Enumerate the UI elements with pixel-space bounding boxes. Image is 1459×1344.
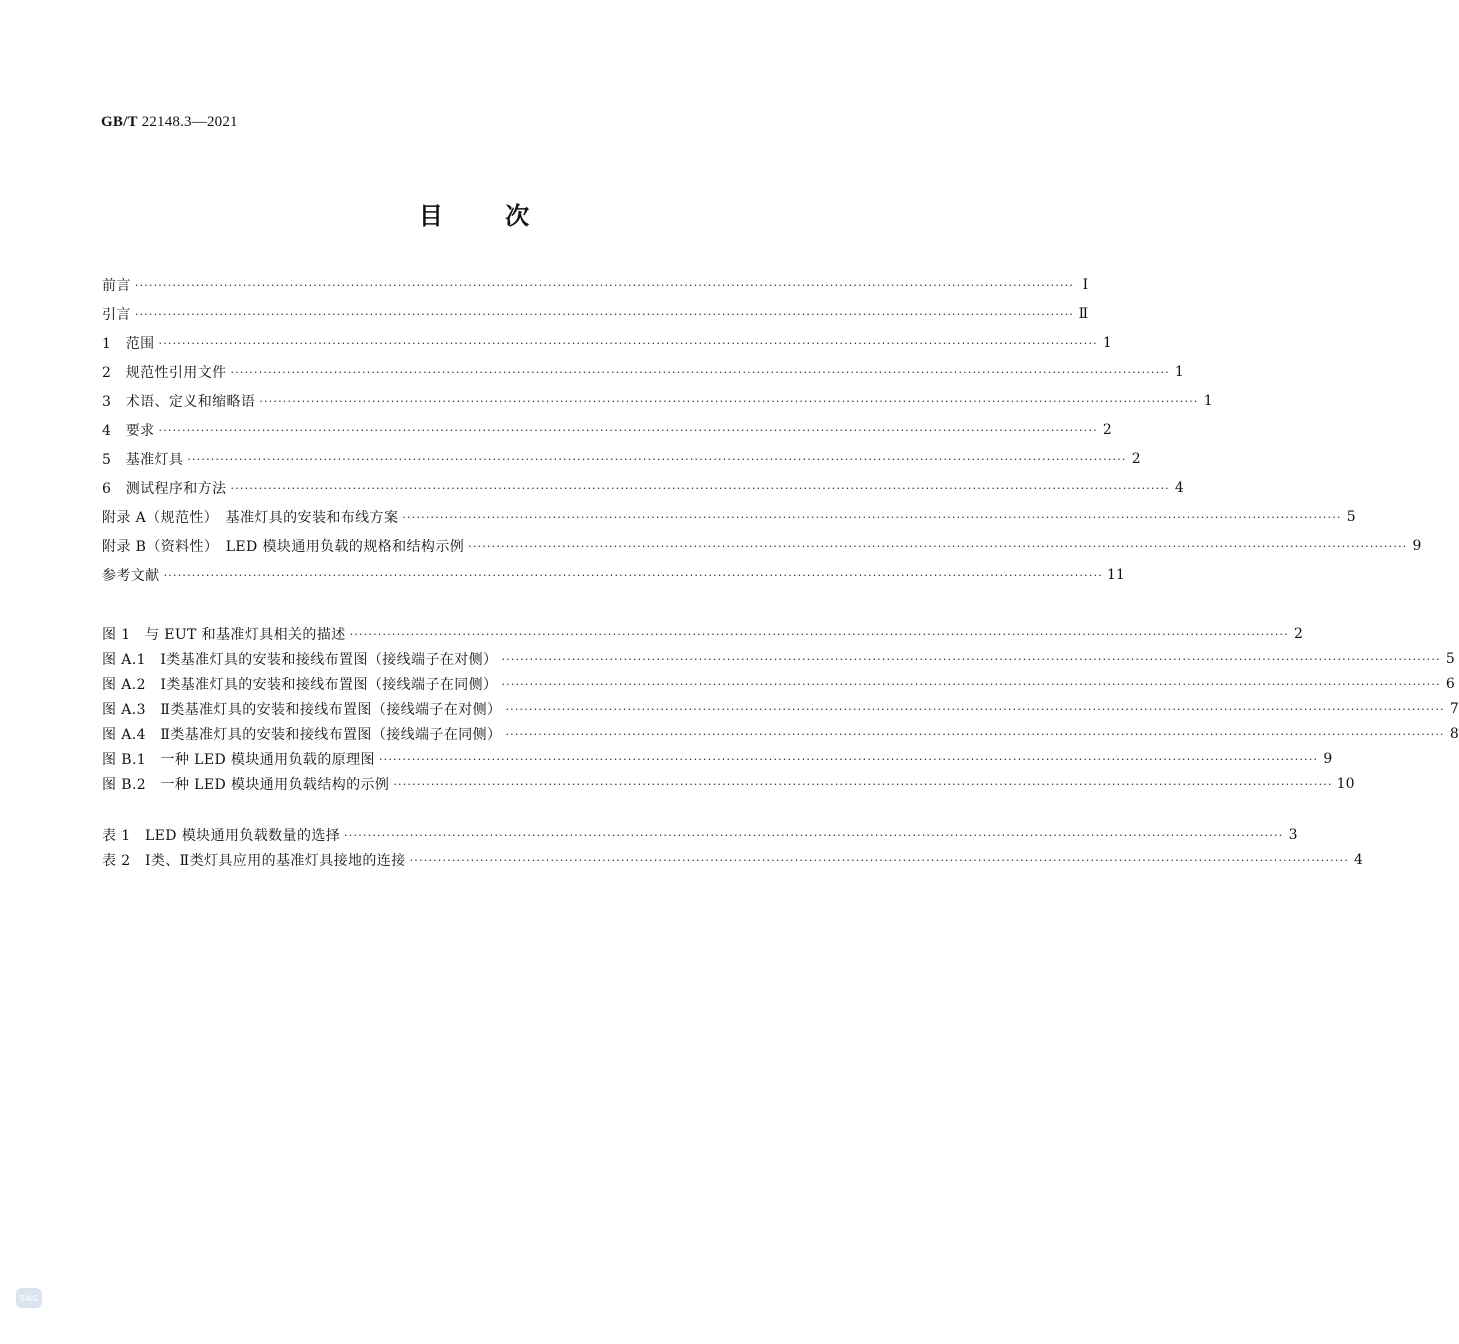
toc-entry-page: Ⅰ bbox=[1082, 277, 1089, 293]
leader-dots: ········································································································································································································ bbox=[134, 278, 1075, 292]
toc-entry[interactable] bbox=[102, 275, 1089, 295]
leader-dots: ········································································································································································································ bbox=[501, 677, 1441, 691]
toc-entry-page: 1 bbox=[1174, 364, 1184, 380]
leader-dots: ········································································································································································································ bbox=[163, 568, 1103, 582]
toc-entry-page: 2 bbox=[1131, 451, 1141, 467]
figure-entry-page: 2 bbox=[1294, 626, 1303, 642]
toc-entry-page: 4 bbox=[1174, 480, 1184, 496]
figure-entry-label: 图 A.3 Ⅱ类基准灯具的安装和接线布置图（接线端子在对侧） bbox=[102, 702, 502, 718]
toc-entry[interactable] bbox=[102, 362, 1184, 382]
toc-entry[interactable] bbox=[102, 304, 1089, 324]
toc-entry-label: 3 术语、定义和缩略语 bbox=[102, 394, 256, 410]
title-char-1: 目 bbox=[418, 201, 445, 230]
leader-dots: ········································································································································································································ bbox=[344, 828, 1284, 842]
figure-entry-label: 图 B.1 一种 LED 模块通用负载的原理图 bbox=[102, 752, 375, 768]
figure-entry-page: 5 bbox=[1445, 651, 1455, 667]
toc-entry-page: 2 bbox=[1102, 422, 1112, 438]
standard-code bbox=[101, 114, 238, 131]
toc-entry[interactable] bbox=[102, 507, 1356, 527]
leader-dots: ········································································································································································································ bbox=[393, 777, 1333, 791]
figure-entry-page: 7 bbox=[1449, 701, 1459, 717]
leader-dots: ········································································································································································································ bbox=[187, 452, 1127, 466]
leader-dots: ········································································································································································································ bbox=[230, 481, 1170, 495]
standard-number: 22148.3—2021 bbox=[141, 114, 238, 130]
toc-entry-label: 前言 bbox=[102, 278, 131, 294]
figure-entry-label: 图 A.1 Ⅰ类基准灯具的安装和接线布置图（接线端子在对侧） bbox=[102, 652, 498, 668]
toc-entry[interactable] bbox=[102, 536, 1422, 556]
leader-dots: ········································································································································································································ bbox=[259, 394, 1199, 408]
toc-entry[interactable] bbox=[102, 478, 1184, 498]
figure-entry[interactable] bbox=[102, 674, 1455, 694]
toc-entry-page: Ⅱ bbox=[1078, 306, 1089, 322]
toc-entry-label: 5 基准灯具 bbox=[102, 452, 184, 468]
standard-prefix: GB/T bbox=[101, 114, 138, 130]
watermark-text: SAC bbox=[19, 1293, 39, 1303]
figure-entry-label: 图 B.2 一种 LED 模块通用负载结构的示例 bbox=[102, 777, 390, 793]
table-entry[interactable] bbox=[102, 825, 1298, 845]
toc-entry-label: 附录 A（规范性） 基准灯具的安装和布线方案 bbox=[102, 510, 399, 526]
toc-entry-label: 附录 B（资料性） LED 模块通用负载的规格和结构示例 bbox=[102, 539, 465, 555]
figure-entry[interactable] bbox=[102, 774, 1355, 794]
toc-entry-page: 1 bbox=[1102, 335, 1112, 351]
toc-entry[interactable] bbox=[102, 565, 1125, 585]
toc-entry[interactable] bbox=[102, 449, 1141, 469]
leader-dots: ········································································································································································································ bbox=[505, 702, 1445, 716]
toc-entry-page: 9 bbox=[1412, 538, 1422, 554]
table-entry-page: 3 bbox=[1288, 827, 1298, 843]
leader-dots: ········································································································································································································ bbox=[134, 307, 1075, 321]
toc-entry[interactable] bbox=[102, 420, 1112, 440]
leader-dots: ········································································································································································································ bbox=[402, 510, 1342, 524]
leader-dots: ········································································································································································································ bbox=[501, 652, 1441, 666]
leader-dots: ········································································································································································································ bbox=[505, 727, 1445, 741]
figure-entry[interactable] bbox=[102, 749, 1333, 769]
figure-entry-page: 8 bbox=[1449, 726, 1459, 742]
toc-entry-label: 2 规范性引用文件 bbox=[102, 365, 227, 381]
figure-entry[interactable] bbox=[102, 724, 1459, 744]
figure-entry-page: 9 bbox=[1323, 751, 1333, 767]
toc-entry-label: 4 要求 bbox=[102, 423, 155, 439]
leader-dots: ········································································································································································································ bbox=[409, 853, 1349, 867]
toc-entry[interactable] bbox=[102, 391, 1213, 411]
toc-entry-page: 1 bbox=[1203, 393, 1213, 409]
toc-entry[interactable] bbox=[102, 333, 1112, 353]
leader-dots: ········································································································································································································ bbox=[349, 627, 1289, 641]
figure-entry-page: 10 bbox=[1336, 776, 1355, 792]
leader-dots: ········································································································································································································ bbox=[468, 539, 1408, 553]
figure-entry-label: 图 A.4 Ⅱ类基准灯具的安装和接线布置图（接线端子在同侧） bbox=[102, 727, 502, 743]
sac-watermark-logo bbox=[16, 1288, 42, 1308]
table-entry-label: 表 1 LED 模块通用负载数量的选择 bbox=[102, 828, 341, 844]
toc-entry-label: 引言 bbox=[102, 307, 131, 323]
leader-dots: ········································································································································································································ bbox=[158, 423, 1098, 437]
figure-entry[interactable] bbox=[102, 649, 1455, 669]
figure-entry-page: 6 bbox=[1445, 676, 1455, 692]
title-char-2: 次 bbox=[505, 201, 532, 230]
table-entry-page: 4 bbox=[1354, 852, 1363, 868]
toc-entry-page: 5 bbox=[1346, 509, 1356, 525]
leader-dots: ········································································································································································································ bbox=[378, 752, 1319, 766]
page-title bbox=[0, 196, 950, 231]
toc-entry-label: 6 测试程序和方法 bbox=[102, 481, 227, 497]
toc-entry-label: 参考文献 bbox=[102, 568, 160, 584]
figure-entry-label: 图 A.2 Ⅰ类基准灯具的安装和接线布置图（接线端子在同侧） bbox=[102, 677, 498, 693]
leader-dots: ········································································································································································································ bbox=[158, 336, 1098, 350]
toc-entry-label: 1 范围 bbox=[102, 336, 155, 352]
figure-entry-label: 图 1 与 EUT 和基准灯具相关的描述 bbox=[102, 627, 346, 643]
table-entry-label: 表 2 Ⅰ类、Ⅱ类灯具应用的基准灯具接地的连接 bbox=[102, 853, 406, 869]
figure-entry[interactable] bbox=[102, 699, 1459, 719]
table-entry[interactable] bbox=[102, 850, 1363, 870]
leader-dots: ········································································································································································································ bbox=[230, 365, 1170, 379]
figure-entry[interactable] bbox=[102, 624, 1303, 644]
toc-entry-page: 11 bbox=[1106, 567, 1125, 583]
